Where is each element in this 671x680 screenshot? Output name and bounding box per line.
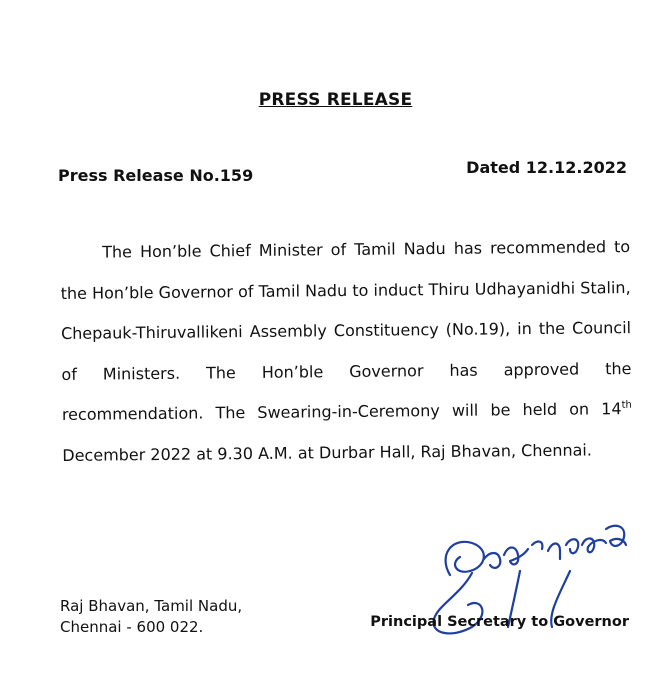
address-block [60, 596, 242, 638]
address-line-2: Chennai - 600 022. [60, 618, 204, 636]
release-date: Dated 12.12.2022 [466, 158, 627, 177]
body-text-part2: December 2022 at 9.30 A.M. at Durbar Hall, Raj Bhavan, Chennai. [62, 439, 592, 465]
press-release-title: PRESS RELEASE [258, 90, 413, 110]
address-line-1: Raj Bhavan, Tamil Nadu, [60, 597, 243, 615]
press-release-number: Press Release No.159 [58, 166, 254, 185]
body-text-part1: The Hon’ble Chief Minister of Tamil Nadu has recommended to the Hon’ble Governor of Tamil Nadu to induct Thiru Udhayanidhi Stalin, Chepauk-Thiruvallikeni Assembly Constituency (No.19), in the Council of Ministers. The Hon’ble Governor has approved the recommendation. The Swearing-in-Ceremony will be held on 14 [60, 237, 632, 424]
signatory-title: Principal Secretary to Governor [370, 614, 629, 630]
date-superscript: th [621, 399, 632, 411]
body-paragraph [60, 227, 633, 476]
